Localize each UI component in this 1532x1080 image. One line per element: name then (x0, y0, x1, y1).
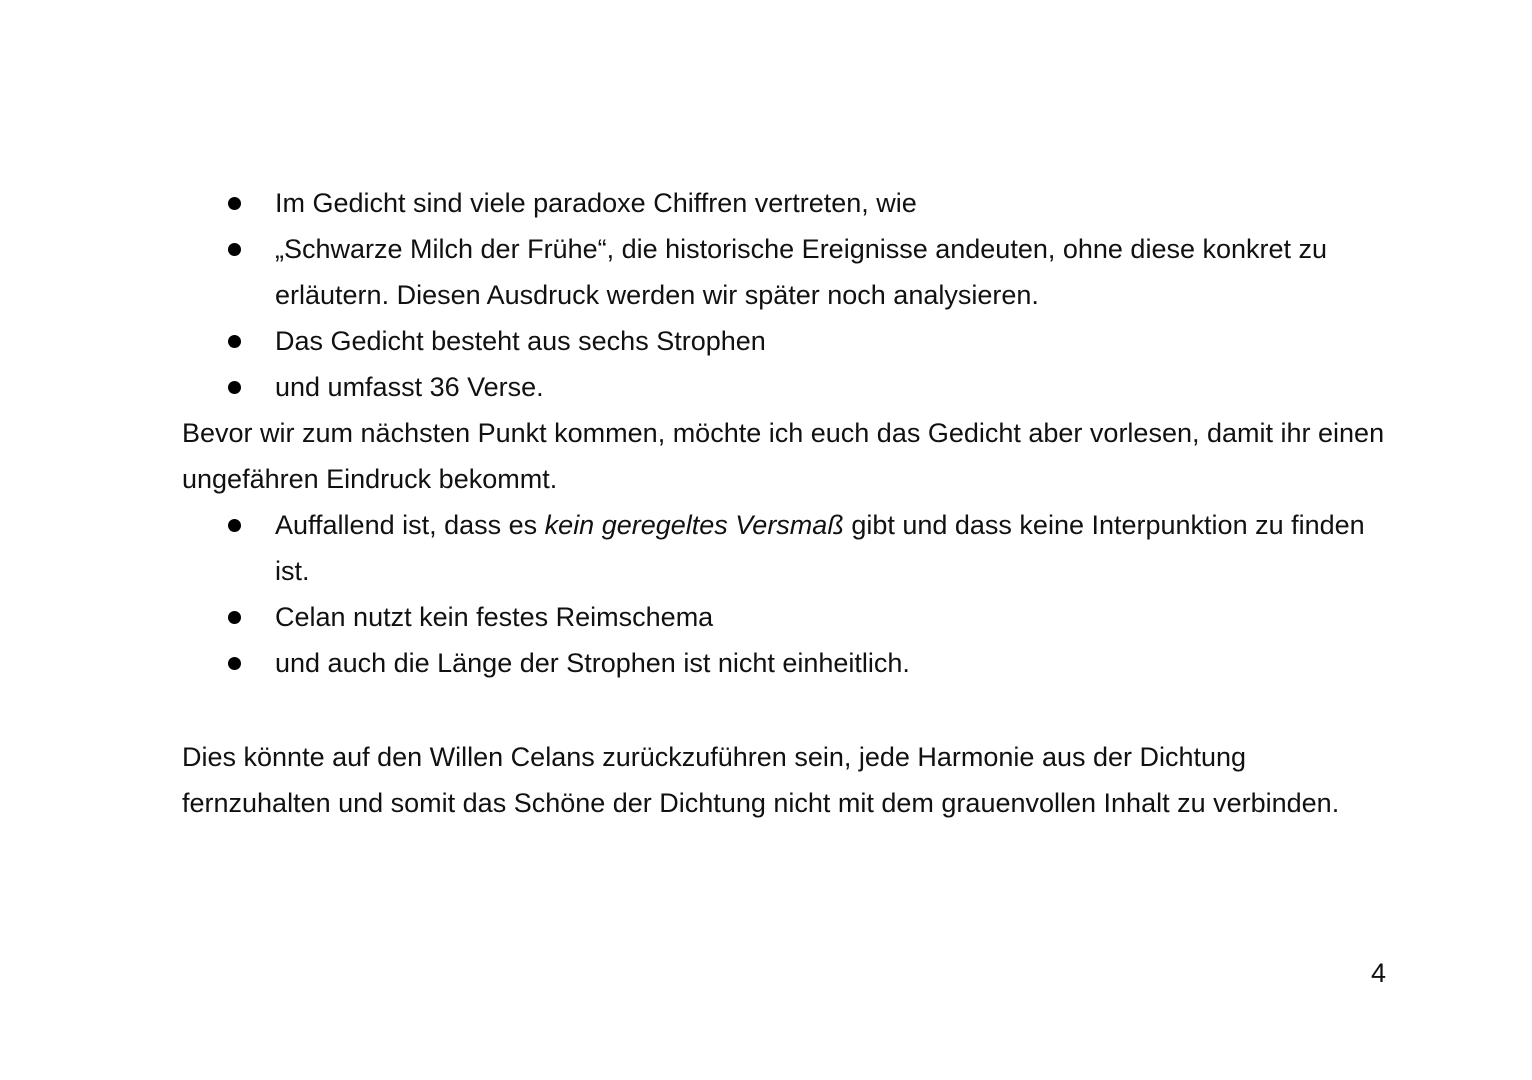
bullet-icon (228, 335, 241, 348)
paragraph-reading-note: Bevor wir zum nächsten Punkt kommen, möchte ich euch das Gedicht aber vorlesen, damit ihr einen ungefähren Eindruck bekommt. (182, 418, 1385, 494)
bullet-icon (228, 519, 241, 532)
list-item (182, 180, 1392, 226)
paragraph-interpretation: Dies könnte auf den Willen Celans zurückzuführen sein, jede Harmonie aus der Dichtung fernzuhalten und somit das Schöne der Dichtung nicht mit dem grauenvollen Inhalt zu verbinden. (182, 742, 1340, 818)
list-item-text: und umfasst 36 Verse. (275, 372, 544, 402)
list-item-text-before: Auffallend ist, dass es (275, 510, 545, 540)
list-item-text: Celan nutzt kein festes Reimschema (275, 602, 714, 632)
list-item (182, 640, 1392, 686)
content-block-lower (182, 734, 1392, 826)
list-item-text: Im Gedicht sind viele paradoxe Chiffren vertreten, wie (275, 188, 917, 218)
list-item (182, 364, 1392, 410)
content-block-upper (182, 180, 1392, 686)
page-number: 4 (1370, 958, 1386, 988)
bullet-icon (228, 611, 241, 624)
list-item (182, 594, 1392, 640)
list-item (182, 318, 1392, 364)
bullet-icon (228, 381, 241, 394)
list-item-text: Das Gedicht besteht aus sechs Strophen (275, 326, 766, 356)
bullet-list-form (182, 502, 1392, 686)
list-item (182, 226, 1392, 318)
list-item (182, 502, 1392, 594)
bullet-icon (228, 657, 241, 670)
list-item-text-after: gibt und dass keine Interpunktion zu finden ist. (275, 510, 1365, 586)
list-item-text-italic: kein geregeltes Versmaß (544, 510, 844, 540)
bullet-list-structure (182, 180, 1392, 410)
bullet-icon (228, 243, 241, 256)
list-item-text: und auch die Länge der Strophen ist nicht einheitlich. (275, 648, 910, 678)
list-item-text: „Schwarze Milch der Frühe“, die historische Ereignisse andeuten, ohne diese konkret zu erläutern. Diesen Ausdruck werden wir später noch analysieren. (275, 234, 1328, 310)
bullet-icon (228, 197, 241, 210)
